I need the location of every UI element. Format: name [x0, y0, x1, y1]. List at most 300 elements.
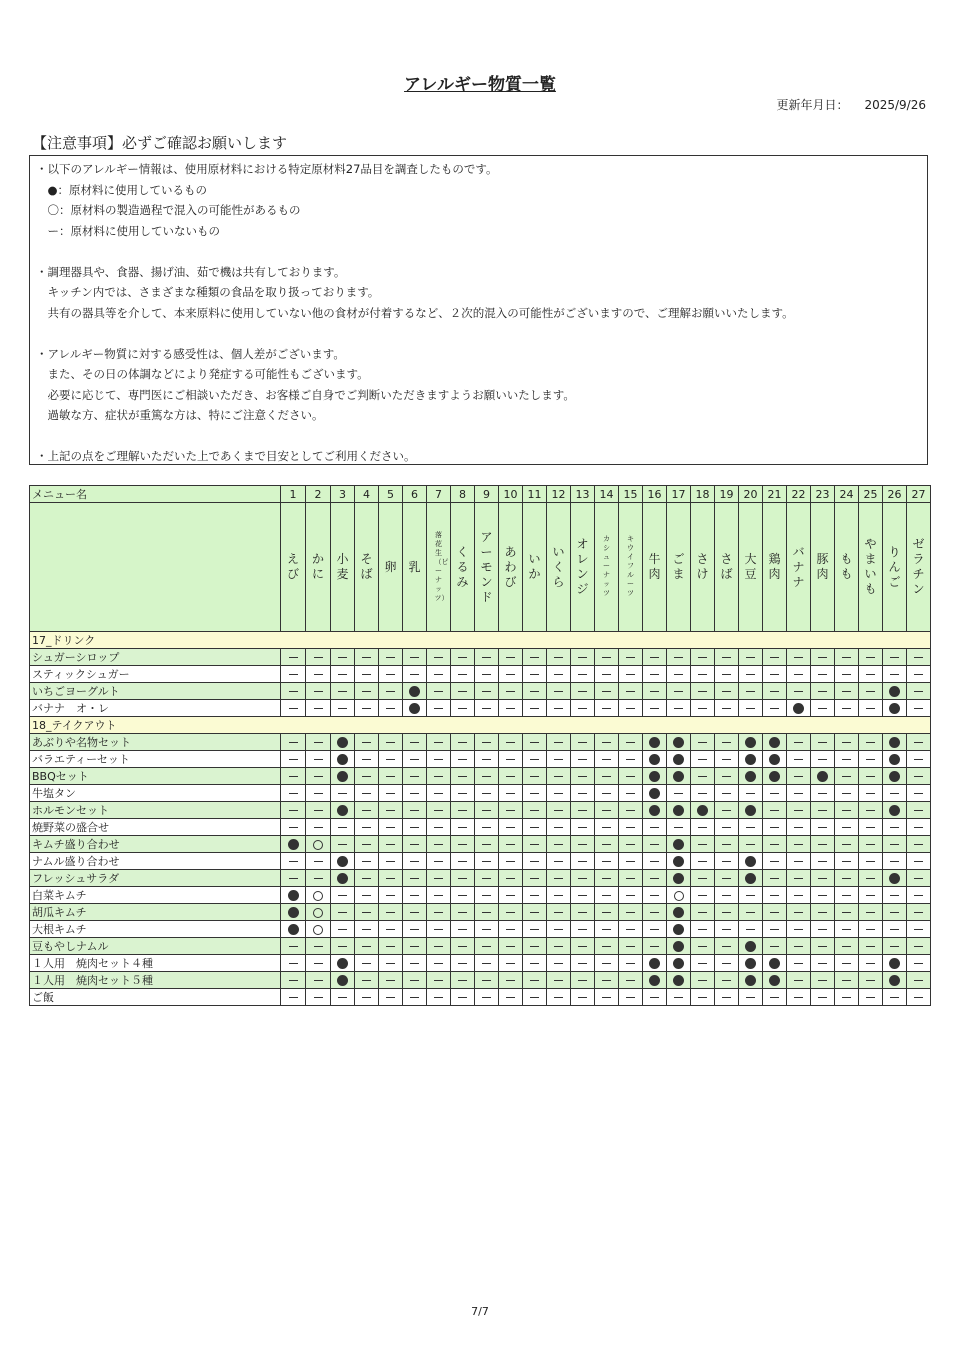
- none-mark: [578, 776, 587, 777]
- none-mark: [842, 759, 851, 760]
- none-mark: [818, 912, 827, 913]
- none-mark: [866, 776, 875, 777]
- none-mark: [530, 674, 539, 675]
- none-mark: [554, 742, 563, 743]
- none-mark: [386, 946, 395, 947]
- none-mark: [698, 674, 707, 675]
- allergen-cell: [595, 955, 619, 972]
- none-mark: [914, 929, 923, 930]
- none-mark: [458, 657, 467, 658]
- allergen-cell: [763, 836, 787, 853]
- allergen-cell: [835, 836, 859, 853]
- allergen-cell: [355, 870, 379, 887]
- none-mark: [482, 895, 491, 896]
- allergen-cell: [787, 955, 811, 972]
- menu-name: 焼野菜の盛合せ: [30, 819, 281, 836]
- allergen-cell: [595, 921, 619, 938]
- allergen-cell: [763, 768, 787, 785]
- allergen-name: キウイフルーツ: [627, 535, 634, 597]
- allergen-cell: [595, 819, 619, 836]
- none-mark: [289, 776, 298, 777]
- allergen-header: [883, 503, 907, 632]
- allergen-cell: [811, 870, 835, 887]
- allergen-cell: [859, 802, 883, 819]
- none-mark: [626, 742, 635, 743]
- none-mark: [578, 742, 587, 743]
- menu-name: スティックシュガー: [30, 666, 281, 683]
- allergen-header: [787, 503, 811, 632]
- allergen-cell: [787, 921, 811, 938]
- none-mark: [866, 759, 875, 760]
- none-mark: [530, 657, 539, 658]
- none-mark: [626, 759, 635, 760]
- allergen-cell: [475, 870, 499, 887]
- allergen-cell: [619, 734, 643, 751]
- allergen-cell: [835, 751, 859, 768]
- none-mark: [362, 861, 371, 862]
- allergen-cell: [475, 751, 499, 768]
- none-mark: [482, 844, 491, 845]
- none-mark: [458, 691, 467, 692]
- none-mark: [650, 708, 659, 709]
- allergen-cell: [643, 904, 667, 921]
- none-mark: [338, 912, 347, 913]
- none-mark: [554, 963, 563, 964]
- none-mark: [602, 997, 611, 998]
- allergen-cell: [763, 853, 787, 870]
- none-mark: [530, 929, 539, 930]
- allergen-cell: [883, 802, 907, 819]
- allergen-cell: [811, 802, 835, 819]
- allergen-cell: [691, 734, 715, 751]
- none-mark: [386, 793, 395, 794]
- none-mark: [818, 844, 827, 845]
- allergen-cell: [715, 649, 739, 666]
- none-mark: [842, 861, 851, 862]
- allergen-cell: [379, 768, 403, 785]
- none-mark: [602, 861, 611, 862]
- menu-name: いちごヨーグルト: [30, 683, 281, 700]
- allergen-cell: [306, 802, 331, 819]
- none-mark: [866, 810, 875, 811]
- allergen-cell: [619, 802, 643, 819]
- none-mark: [866, 827, 875, 828]
- none-mark: [698, 657, 707, 658]
- notice-line: 〇：原材料の製造過程で混入の可能性があるもの: [36, 203, 301, 217]
- none-mark: [386, 759, 395, 760]
- none-mark: [722, 963, 731, 964]
- allergen-cell: [427, 887, 451, 904]
- allergen-cell: [475, 683, 499, 700]
- allergen-cell: [883, 870, 907, 887]
- none-mark: [554, 759, 563, 760]
- allergen-number: 20: [739, 486, 763, 503]
- allergen-cell: [835, 904, 859, 921]
- allergen-cell: [715, 836, 739, 853]
- none-mark: [818, 742, 827, 743]
- none-mark: [698, 827, 707, 828]
- contains-mark: [649, 975, 660, 986]
- allergen-header: [835, 503, 859, 632]
- contains-mark: [649, 754, 660, 765]
- table-row: [30, 870, 931, 887]
- allergen-cell: [763, 751, 787, 768]
- allergen-cell: [571, 904, 595, 921]
- allergen-cell: [331, 785, 355, 802]
- none-mark: [482, 997, 491, 998]
- allergen-cell: [427, 734, 451, 751]
- none-mark: [506, 997, 515, 998]
- allergen-cell: [306, 819, 331, 836]
- none-mark: [698, 997, 707, 998]
- allergen-cell: [859, 836, 883, 853]
- allergen-cell: [571, 666, 595, 683]
- contains-mark: [337, 771, 348, 782]
- allergen-name: さば: [720, 552, 733, 581]
- none-mark: [626, 946, 635, 947]
- allergen-cell: [547, 785, 571, 802]
- allergen-header: [523, 503, 547, 632]
- allergen-cell: [331, 938, 355, 955]
- allergen-header: [763, 503, 787, 632]
- allergen-cell: [643, 649, 667, 666]
- none-mark: [506, 810, 515, 811]
- none-mark: [650, 895, 659, 896]
- allergen-cell: [379, 666, 403, 683]
- none-mark: [434, 963, 443, 964]
- allergen-cell: [811, 819, 835, 836]
- allergen-cell: [379, 683, 403, 700]
- contains-mark: [649, 958, 660, 969]
- allergen-cell: [643, 683, 667, 700]
- none-mark: [314, 980, 323, 981]
- contains-mark: [673, 907, 684, 918]
- allergen-header: [595, 503, 619, 632]
- allergen-cell: [379, 700, 403, 717]
- contains-mark: [889, 975, 900, 986]
- allergen-cell: [907, 683, 931, 700]
- none-mark: [890, 997, 899, 998]
- allergen-cell: [355, 904, 379, 921]
- none-mark: [410, 861, 419, 862]
- allergen-cell: [691, 938, 715, 955]
- none-mark: [386, 912, 395, 913]
- allergen-cell: [643, 972, 667, 989]
- allergen-cell: [547, 870, 571, 887]
- allergen-cell: [667, 938, 691, 955]
- allergen-cell: [281, 938, 306, 955]
- allergen-header: [619, 503, 643, 632]
- none-mark: [722, 946, 731, 947]
- contains-mark: [337, 873, 348, 884]
- contains-mark: [337, 856, 348, 867]
- allergen-cell: [403, 734, 427, 751]
- allergen-cell: [763, 921, 787, 938]
- none-mark: [506, 844, 515, 845]
- menu-name: 豆もやしナムル: [30, 938, 281, 955]
- allergen-cell: [691, 649, 715, 666]
- menu-name: ナムル盛り合わせ: [30, 853, 281, 870]
- contains-mark: [769, 958, 780, 969]
- none-mark: [914, 895, 923, 896]
- none-mark: [626, 810, 635, 811]
- allergen-cell: [355, 768, 379, 785]
- allergen-cell: [595, 683, 619, 700]
- allergen-cell: [811, 751, 835, 768]
- none-mark: [410, 878, 419, 879]
- none-mark: [362, 878, 371, 879]
- none-mark: [722, 759, 731, 760]
- allergen-cell: [571, 819, 595, 836]
- allergen-cell: [379, 734, 403, 751]
- header-allergen-row: [30, 503, 931, 632]
- none-mark: [482, 912, 491, 913]
- none-mark: [506, 878, 515, 879]
- none-mark: [410, 997, 419, 998]
- none-mark: [578, 844, 587, 845]
- allergen-cell: [379, 836, 403, 853]
- allergen-cell: [763, 972, 787, 989]
- allergen-cell: [691, 751, 715, 768]
- none-mark: [289, 997, 298, 998]
- allergen-cell: [331, 802, 355, 819]
- allergen-cell: [379, 853, 403, 870]
- allergen-number: 24: [835, 486, 859, 503]
- none-mark: [626, 929, 635, 930]
- allergen-cell: [739, 751, 763, 768]
- none-mark: [482, 793, 491, 794]
- allergen-cell: [403, 972, 427, 989]
- allergen-cell: [547, 683, 571, 700]
- allergen-cell: [281, 751, 306, 768]
- none-mark: [770, 844, 779, 845]
- allergen-header: [427, 503, 451, 632]
- allergen-cell: [379, 989, 403, 1006]
- contains-mark: [673, 754, 684, 765]
- notice-line: ー：原材料に使用していないもの: [36, 223, 220, 238]
- possible-mark: [674, 891, 684, 901]
- allergen-cell: [523, 785, 547, 802]
- allergen-cell: [451, 989, 475, 1006]
- allergen-cell: [739, 819, 763, 836]
- none-mark: [914, 793, 923, 794]
- none-mark: [482, 691, 491, 692]
- contains-mark: [673, 941, 684, 952]
- allergen-cell: [835, 887, 859, 904]
- none-mark: [842, 810, 851, 811]
- none-mark: [530, 946, 539, 947]
- none-mark: [794, 657, 803, 658]
- none-mark: [746, 674, 755, 675]
- none-mark: [650, 691, 659, 692]
- allergen-cell: [883, 972, 907, 989]
- none-mark: [626, 980, 635, 981]
- allergen-cell: [571, 972, 595, 989]
- allergen-cell: [379, 802, 403, 819]
- allergen-name: くるみ: [456, 544, 469, 589]
- none-mark: [674, 793, 683, 794]
- allergen-name: 鶏肉: [768, 552, 781, 581]
- allergen-cell: [619, 955, 643, 972]
- allergen-cell: [379, 870, 403, 887]
- allergen-cell: [835, 649, 859, 666]
- allergen-cell: [859, 870, 883, 887]
- allergen-cell: [859, 955, 883, 972]
- allergen-cell: [523, 802, 547, 819]
- allergen-cell: [595, 870, 619, 887]
- allergen-cell: [691, 921, 715, 938]
- allergen-cell: [667, 666, 691, 683]
- none-mark: [650, 861, 659, 862]
- allergen-cell: [619, 972, 643, 989]
- allergen-cell: [331, 955, 355, 972]
- none-mark: [362, 827, 371, 828]
- contains-mark: [889, 958, 900, 969]
- none-mark: [842, 708, 851, 709]
- allergen-cell: [619, 938, 643, 955]
- none-mark: [674, 827, 683, 828]
- allergen-header: [281, 503, 306, 632]
- allergen-cell: [523, 870, 547, 887]
- allergen-number: 5: [379, 486, 403, 503]
- none-mark: [794, 674, 803, 675]
- none-mark: [818, 963, 827, 964]
- none-mark: [289, 946, 298, 947]
- allergen-cell: [691, 768, 715, 785]
- allergen-cell: [403, 836, 427, 853]
- allergen-cell: [547, 853, 571, 870]
- allergen-cell: [811, 887, 835, 904]
- allergen-cell: [691, 853, 715, 870]
- notice-line: また、その日の体調などにより発症する可能性もございます。: [36, 367, 369, 381]
- allergen-cell: [715, 683, 739, 700]
- contains-mark: [673, 924, 684, 935]
- allergen-cell: [667, 972, 691, 989]
- allergen-cell: [739, 700, 763, 717]
- allergen-cell: [499, 938, 523, 955]
- allergen-cell: [547, 802, 571, 819]
- allergen-cell: [619, 785, 643, 802]
- none-mark: [842, 963, 851, 964]
- none-mark: [866, 861, 875, 862]
- menu-name: 牛塩タン: [30, 785, 281, 802]
- allergen-cell: [306, 938, 331, 955]
- allergen-cell: [787, 734, 811, 751]
- none-mark: [506, 929, 515, 930]
- allergen-cell: [883, 649, 907, 666]
- none-mark: [506, 946, 515, 947]
- none-mark: [289, 878, 298, 879]
- none-mark: [722, 997, 731, 998]
- allergen-cell: [475, 972, 499, 989]
- allergen-cell: [475, 768, 499, 785]
- allergen-cell: [451, 768, 475, 785]
- none-mark: [458, 980, 467, 981]
- none-mark: [866, 674, 875, 675]
- allergen-cell: [691, 904, 715, 921]
- none-mark: [578, 674, 587, 675]
- allergen-cell: [499, 751, 523, 768]
- allergen-cell: [475, 785, 499, 802]
- none-mark: [842, 929, 851, 930]
- none-mark: [530, 861, 539, 862]
- allergen-cell: [619, 870, 643, 887]
- allergen-cell: [379, 785, 403, 802]
- contains-mark: [673, 958, 684, 969]
- none-mark: [386, 895, 395, 896]
- none-mark: [650, 946, 659, 947]
- allergen-cell: [379, 649, 403, 666]
- contains-mark: [337, 975, 348, 986]
- none-mark: [914, 810, 923, 811]
- allergen-cell: [787, 870, 811, 887]
- allergen-number: 23: [811, 486, 835, 503]
- none-mark: [794, 844, 803, 845]
- allergen-cell: [859, 989, 883, 1006]
- allergen-cell: [619, 683, 643, 700]
- none-mark: [362, 844, 371, 845]
- allergen-cell: [907, 836, 931, 853]
- allergen-cell: [811, 768, 835, 785]
- menu-name: バラエティーセット: [30, 751, 281, 768]
- allergen-cell: [763, 904, 787, 921]
- none-mark: [410, 912, 419, 913]
- none-mark: [674, 674, 683, 675]
- none-mark: [314, 963, 323, 964]
- allergen-number: 12: [547, 486, 571, 503]
- none-mark: [842, 980, 851, 981]
- allergen-cell: [691, 887, 715, 904]
- table-row: [30, 802, 931, 819]
- allergen-cell: [379, 904, 403, 921]
- allergen-cell: [427, 904, 451, 921]
- allergen-cell: [355, 887, 379, 904]
- allergen-cell: [571, 751, 595, 768]
- none-mark: [866, 980, 875, 981]
- none-mark: [626, 912, 635, 913]
- none-mark: [554, 827, 563, 828]
- none-mark: [626, 657, 635, 658]
- none-mark: [674, 691, 683, 692]
- allergen-cell: [715, 887, 739, 904]
- none-mark: [458, 963, 467, 964]
- none-mark: [410, 980, 419, 981]
- allergen-cell: [281, 836, 306, 853]
- none-mark: [530, 963, 539, 964]
- allergen-cell: [355, 751, 379, 768]
- allergen-name: 豚肉: [816, 552, 829, 581]
- none-mark: [698, 929, 707, 930]
- none-mark: [506, 657, 515, 658]
- allergen-number: 25: [859, 486, 883, 503]
- none-mark: [386, 929, 395, 930]
- none-mark: [626, 674, 635, 675]
- none-mark: [578, 810, 587, 811]
- table-row: [30, 904, 931, 921]
- none-mark: [794, 861, 803, 862]
- none-mark: [818, 793, 827, 794]
- allergen-cell: [763, 870, 787, 887]
- none-mark: [530, 827, 539, 828]
- none-mark: [746, 827, 755, 828]
- none-mark: [314, 674, 323, 675]
- allergen-cell: [787, 972, 811, 989]
- allergen-cell: [523, 972, 547, 989]
- none-mark: [289, 691, 298, 692]
- allergen-cell: [835, 972, 859, 989]
- allergen-cell: [907, 972, 931, 989]
- allergen-cell: [571, 938, 595, 955]
